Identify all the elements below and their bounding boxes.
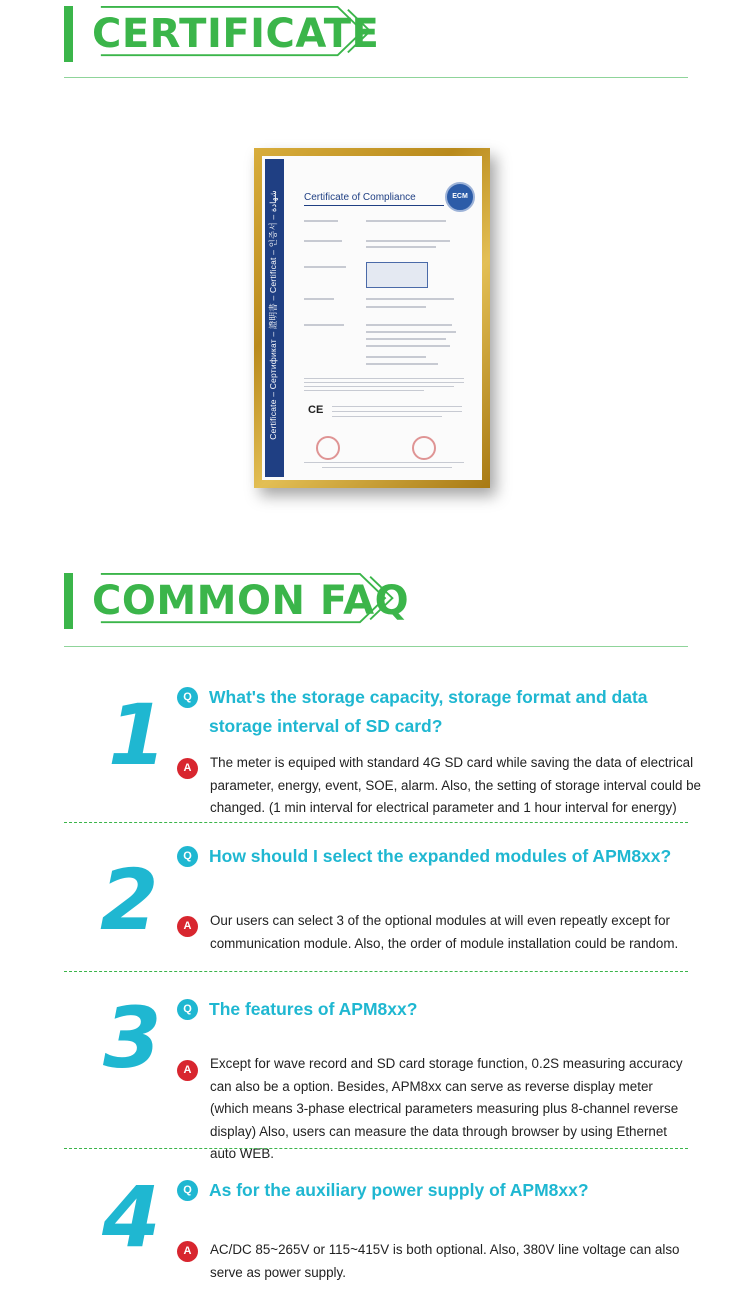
answer-badge: A <box>177 758 198 779</box>
cert-text-line <box>366 356 426 358</box>
cert-text-line <box>366 246 436 248</box>
faq-question: The features of APM8xx? <box>209 999 418 1019</box>
ecm-logo: ECM <box>445 182 475 212</box>
cert-text-line <box>304 378 464 379</box>
section-divider <box>64 646 688 647</box>
ce-mark: CE <box>308 404 324 416</box>
section-divider <box>64 77 688 78</box>
cert-text-line <box>304 220 338 222</box>
faq-answer: Except for wave record and SD card storage function, 0.2S measuring accuracy can also be a option. Besides, APM8xx can serve as reverse display meter (which means 3-phase electrical parameters measuring plus 8-channel reverse display) Also, users can measure the data through browser by using Ethernet auto WEB. <box>210 1056 683 1161</box>
faq-question: As for the auxiliary power supply of APM8xx? <box>209 1180 589 1200</box>
cert-text-line <box>304 390 424 391</box>
cert-text-line <box>366 338 446 340</box>
certificate-stamp <box>412 436 436 460</box>
faq-number: 3 <box>103 989 162 1087</box>
cert-text-line <box>304 324 344 326</box>
cert-text-line <box>366 306 426 308</box>
cert-mark-box <box>366 262 428 288</box>
header-accent-bar <box>64 6 73 62</box>
faq-answer: AC/DC 85~265V or 115~415V is both optional. Also, 380V line voltage can also serve as power supply. <box>210 1242 680 1280</box>
cert-text-line <box>322 467 452 468</box>
cert-text-line <box>304 386 454 387</box>
cert-text-line <box>366 363 438 365</box>
answer-badge: A <box>177 1060 198 1081</box>
cert-text-line <box>366 220 446 222</box>
section-title: CERTIFICATE <box>92 11 380 57</box>
faq-number: 2 <box>100 851 159 949</box>
faq-question: How should I select the expanded modules of APM8xx? <box>209 846 672 866</box>
faq-question: What's the storage capacity, storage format and data storage interval of SD card? <box>209 687 648 736</box>
faq-answer: The meter is equiped with standard 4G SD card while saving the data of electrical parameter, energy, event, SOE, alarm. Also, the setting of storage interval could be changed. (1 min interval for electrical parameter and 1 hour interval for energy) <box>210 755 702 815</box>
question-badge: Q <box>177 1180 198 1201</box>
certificate-paper <box>262 156 482 480</box>
certificate-side-text: Certificate – Сертификат – 證明書 – Certificat – 인증서 – شهادة <box>268 190 278 440</box>
cert-text-line <box>304 298 334 300</box>
faq-divider <box>64 971 688 972</box>
question-badge: Q <box>177 846 198 867</box>
cert-text-line <box>304 462 464 463</box>
cert-text-line <box>304 266 346 268</box>
faq-answer: Our users can select 3 of the optional modules at will even repeatly except for communication module. Also, the order of module installation could be random. <box>210 913 679 951</box>
cert-text-line <box>332 411 462 412</box>
cert-text-line <box>332 416 442 417</box>
certificate-stamp <box>316 436 340 460</box>
faq-divider <box>64 1148 688 1149</box>
question-badge: Q <box>177 687 198 708</box>
cert-text-line <box>366 240 450 242</box>
answer-badge: A <box>177 1241 198 1262</box>
certificate-image <box>254 148 490 488</box>
cert-text-line <box>366 331 456 333</box>
certificate-side-band <box>265 159 284 477</box>
question-badge: Q <box>177 999 198 1020</box>
cert-text-line <box>304 240 342 242</box>
cert-text-line <box>366 324 452 326</box>
cert-text-line <box>366 298 454 300</box>
cert-text-line <box>332 406 462 407</box>
faq-number: 4 <box>102 1168 161 1266</box>
faq-number: 1 <box>108 686 167 784</box>
section-title: COMMON FAQ <box>92 578 410 624</box>
cert-text-line <box>366 345 450 347</box>
cert-text-line <box>304 382 464 383</box>
faq-divider <box>64 822 688 823</box>
certificate-heading: Certificate of Compliance <box>304 192 444 206</box>
answer-badge: A <box>177 916 198 937</box>
header-accent-bar <box>64 573 73 629</box>
